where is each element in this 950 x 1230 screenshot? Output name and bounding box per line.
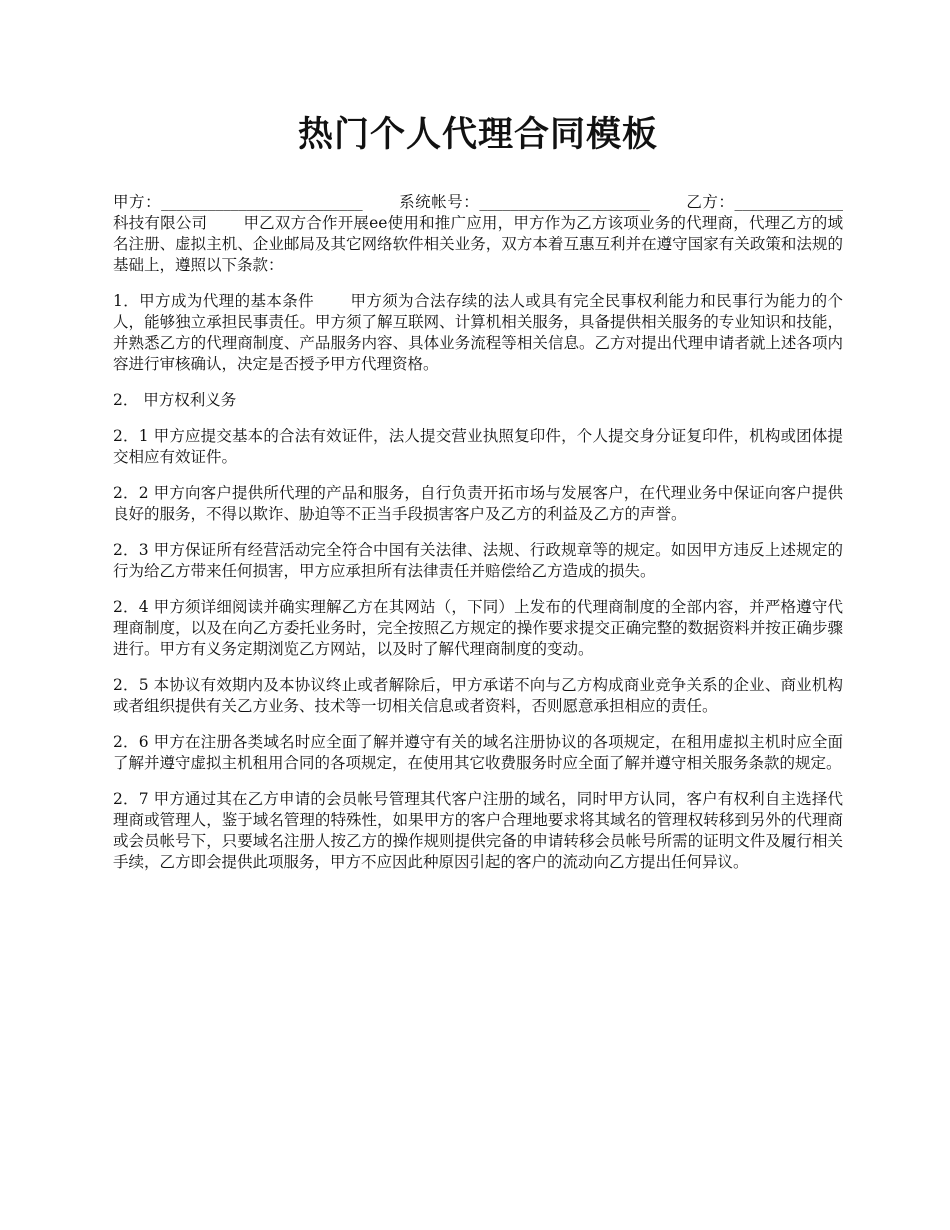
document-content [113, 112, 843, 888]
clause-2-2: 2．2 甲方向客户提供所代理的产品和服务，自行负责开拓市场与发展客户，在代理业务中保证向客户提供良好的服务，不得以欺诈、胁迫等不正当手段损害客户及乙方的利益及乙方的声誉。 [113, 484, 843, 523]
section-2-heading: 2． 甲方权利义务 [113, 391, 237, 409]
party-a-blank: __________________________ [161, 193, 363, 211]
clause-2-1: 2．1 甲方应提交基本的合法有效证件，法人提交营业执照复印件，个人提交身分证复印件，机构或团体提交相应有效证件。 [113, 427, 843, 466]
clause-2-6: 2．6 甲方在注册各类域名时应全面了解并遵守有关的域名注册协议的各项规定，在租用虚拟主机时应全面了解并遵守虚拟主机租用合同的各项规定，在使用其它收费服务时应全面了解并遵守相关服务条款的规定。 [113, 733, 843, 772]
section-1-paragraph [113, 291, 843, 375]
clause-2-4: 2．4 甲方须详细阅读并确实理解乙方在其网站（，下同）上发布的代理商制度的全部内容，并严格遵守代理商制度，以及在向乙方委托业务时，完全按照乙方规定的操作要求提交正确完整的数据资料并按正确步骤进行。甲方有义务定期浏览乙方网站，以及时了解代理商制度的变动。 [113, 598, 843, 658]
section-1-body: 甲方须为合法存续的法人或具有完全民事权利能力和民事行为能力的个人，能够独立承担民事责任。甲方须了解互联网、计算机相关服务，具备提供相关服务的专业知识和技能，并熟悉乙方的代理商制度、产品服务内容、具体业务流程等相关信息。乙方对提出代理申请者就上述各项内容进行审核确认，决定是否授予甲方代理资格。 [113, 292, 843, 373]
clause-2-7: 2．7 甲方通过其在乙方申请的会员帐号管理其代客户注册的域名，同时甲方认同，客户有权利自主选择代理商或管理人，鉴于域名管理的特殊性，如果甲方的客户合理地要求将其域名的管理权转移到另外的代理商或会员帐号下，只要域名注册人按乙方的操作规则提供完备的申请转移会员帐号所需的证明文件及履行相关手续，乙方即会提供此项服务，甲方不应因此种原因引起的客户的流动向乙方提出任何异议。 [113, 790, 843, 871]
clause-2-3: 2．3 甲方保证所有经营活动完全符合中国有关法律、法规、行政规章等的规定。如因甲方违反上述规定的行为给乙方带来任何损害，甲方应承担所有法律责任并赔偿给乙方造成的损失。 [113, 541, 843, 580]
party-b-label: 乙方： [685, 193, 735, 211]
party-b-blank: ______________ [734, 193, 843, 211]
party-a-label: 甲方： [113, 193, 162, 211]
account-blank: ______________________ [479, 193, 650, 211]
section-1-heading: 1．甲方成为代理的基本条件 [113, 292, 315, 310]
party-b-company: 科技有限公司 [113, 214, 208, 232]
clause-2-5: 2．5 本协议有效期内及本协议终止或者解除后，甲方承诺不向与乙方构成商业竞争关系的企业、商业机构或者组织提供有关乙方业务、技术等一切相关信息或者资料，否则愿意承担相应的责任。 [113, 676, 843, 715]
intro-text: 甲乙双方合作开展ee使用和推广应用，甲方作为乙方该项业务的代理商，代理乙方的域名注册、虚拟主机、企业邮局及其它网络软件相关业务，双方本着互惠互利并在遵守国家有关政策和法规的基础上，遵照以下条款： [113, 214, 843, 274]
account-label: 系统帐号： [398, 193, 480, 211]
contract-header-paragraph [113, 192, 843, 276]
document-title: 热门个人代理合同模板 [297, 114, 658, 155]
